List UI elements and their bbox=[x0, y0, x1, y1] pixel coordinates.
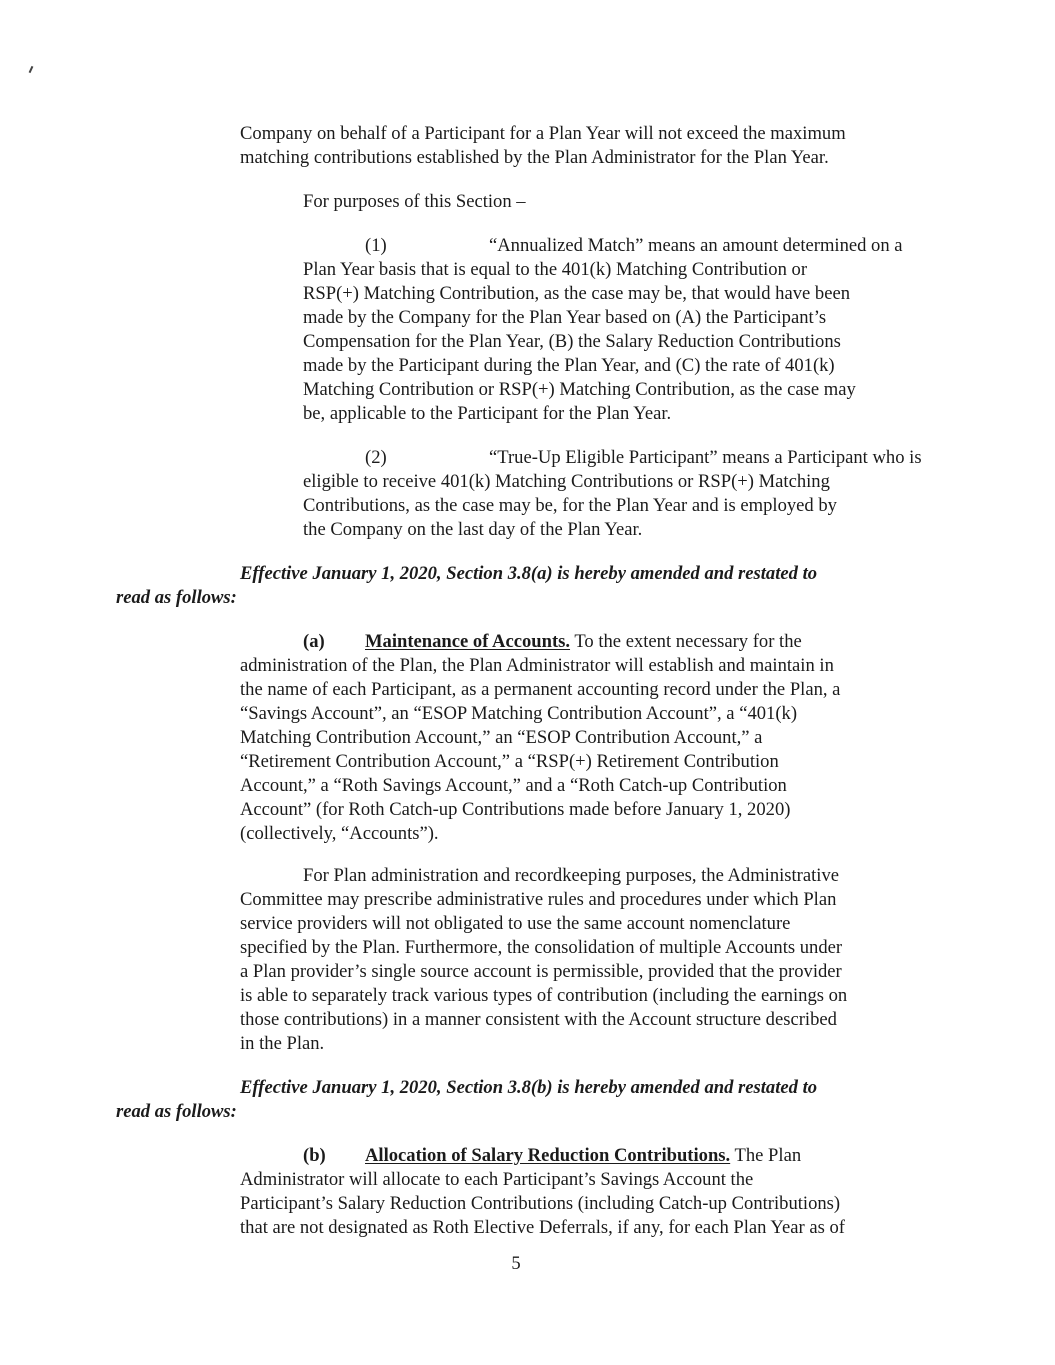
text-line: Compensation for the Plan Year, (B) the Salary Reduction Contributions bbox=[303, 331, 841, 352]
definition-true-up-participant bbox=[303, 446, 922, 542]
section-b-allocation bbox=[240, 1144, 845, 1240]
text-line: Account” (for Roth Catch-up Contributions made before January 1, 2020) bbox=[240, 799, 791, 820]
amendment-heading-3-8a bbox=[116, 562, 817, 610]
section-label: (b) bbox=[303, 1145, 326, 1166]
text-line: made by the Participant during the Plan Year, and (C) the rate of 401(k) bbox=[303, 355, 835, 376]
text-line: those contributions) in a manner consistent with the Account structure described bbox=[240, 1009, 837, 1030]
section-title: Allocation of Salary Reduction Contributions. bbox=[365, 1145, 731, 1166]
text-line: read as follows: bbox=[116, 587, 237, 608]
paragraph-purposes bbox=[303, 190, 526, 214]
paragraph-matching-limit bbox=[240, 122, 846, 170]
text-line: RSP(+) Matching Contribution, as the case may be, that would have been bbox=[303, 283, 851, 304]
text-line: service providers will not obligated to use the same account nomenclature bbox=[240, 913, 791, 934]
text-line: Plan Year basis that is equal to the 401(k) Matching Contribution or bbox=[303, 259, 808, 280]
definition-number: (1) bbox=[365, 235, 387, 256]
text-line: Contributions, as the case may be, for the Plan Year and is employed by bbox=[303, 495, 837, 516]
amendment-heading-3-8b bbox=[116, 1076, 817, 1124]
text-line bbox=[240, 630, 840, 654]
text-line: in the Plan. bbox=[240, 1033, 325, 1054]
text-line: Account,” a “Roth Savings Account,” and a “Roth Catch-up Contribution bbox=[240, 775, 787, 796]
page-number: 5 bbox=[511, 1253, 521, 1274]
text-line: Committee may prescribe administrative rules and procedures under which Plan bbox=[240, 889, 837, 910]
text-line: eligible to receive 401(k) Matching Contributions or RSP(+) Matching bbox=[303, 471, 830, 492]
text-line: Participant’s Salary Reduction Contributions (including Catch-up Contributions) bbox=[240, 1193, 841, 1214]
section-label: (a) bbox=[303, 631, 325, 652]
definition-text: “True-Up Eligible Participant” means a Participant who is bbox=[489, 447, 922, 468]
text-line bbox=[303, 234, 903, 258]
text-line: “Savings Account”, an “ESOP Matching Contribution Account”, a “401(k) bbox=[240, 703, 798, 724]
text-line: For purposes of this Section – bbox=[303, 191, 526, 212]
text-line: “Retirement Contribution Account,” a “RSP(+) Retirement Contribution bbox=[240, 751, 779, 772]
text-line: Matching Contribution Account,” an “ESOP Contribution Account,” a bbox=[240, 727, 763, 748]
text-line: matching contributions established by the Plan Administrator for the Plan Year. bbox=[240, 147, 829, 168]
text-line: For Plan administration and recordkeeping purposes, the Administrative bbox=[303, 865, 840, 886]
text-line: the name of each Participant, as a permanent accounting record under the Plan, a bbox=[240, 679, 841, 700]
text-line: (collectively, “Accounts”). bbox=[240, 823, 439, 844]
text-line: that are not designated as Roth Elective Deferrals, if any, for each Plan Year as of bbox=[240, 1217, 845, 1238]
text-line: Effective January 1, 2020, Section 3.8(a) is hereby amended and restated to bbox=[240, 563, 818, 584]
definition-text: “Annualized Match” means an amount determined on a bbox=[489, 235, 903, 256]
paragraph-recordkeeping bbox=[240, 864, 847, 1056]
text-line: Matching Contribution or RSP(+) Matching Contribution, as the case may bbox=[303, 379, 856, 400]
section-text: The Plan bbox=[730, 1145, 802, 1166]
scan-speck bbox=[29, 66, 34, 73]
text-line: is able to separately track various types of contribution (including the earnings on bbox=[240, 985, 848, 1006]
definition-annualized-match bbox=[303, 234, 903, 426]
text-line: the Company on the last day of the Plan Year. bbox=[303, 519, 643, 540]
text-line: specified by the Plan. Furthermore, the consolidation of multiple Accounts under bbox=[240, 937, 843, 958]
section-text: To the extent necessary for the bbox=[570, 631, 802, 652]
text-line: Effective January 1, 2020, Section 3.8(b) is hereby amended and restated to bbox=[240, 1077, 818, 1098]
text-line: administration of the Plan, the Plan Administrator will establish and maintain in bbox=[240, 655, 834, 676]
text-line: a Plan provider’s single source account is permissible, provided that the provider bbox=[240, 961, 842, 982]
text-line: read as follows: bbox=[116, 1101, 237, 1122]
text-line: be, applicable to the Participant for the Plan Year. bbox=[303, 403, 672, 424]
definition-number: (2) bbox=[365, 447, 387, 468]
text-line bbox=[303, 446, 922, 470]
text-line bbox=[240, 1144, 845, 1168]
text-line: made by the Company for the Plan Year based on (A) the Participant’s bbox=[303, 307, 827, 328]
text-line: Administrator will allocate to each Participant’s Savings Account the bbox=[240, 1169, 754, 1190]
section-title: Maintenance of Accounts. bbox=[365, 631, 571, 652]
section-a-maintenance-of-accounts bbox=[240, 630, 840, 846]
text-line: Company on behalf of a Participant for a Plan Year will not exceed the maximum bbox=[240, 123, 846, 144]
